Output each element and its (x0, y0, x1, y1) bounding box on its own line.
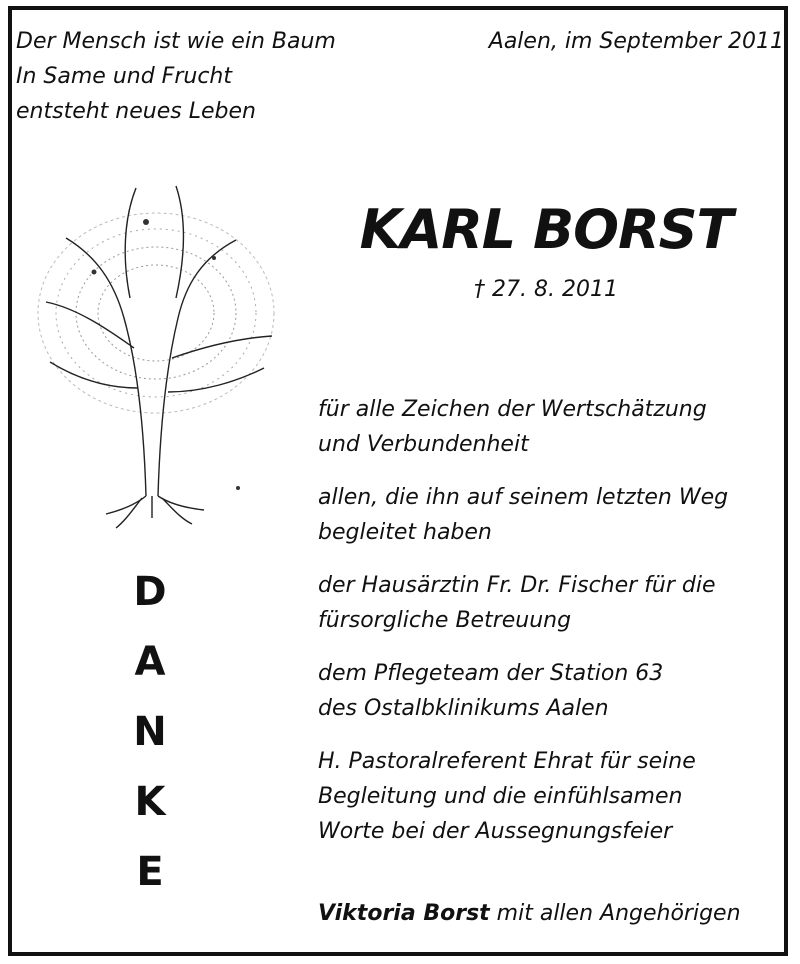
thanks-line: Begleitung und die einfühlsamen (318, 784, 683, 809)
thanks-item (318, 744, 768, 849)
danke-letter: D (133, 569, 167, 615)
motto-line: In Same und Frucht (16, 64, 232, 89)
signature (318, 896, 741, 931)
thanks-list (318, 392, 768, 867)
tree-illustration (26, 178, 286, 538)
thanks-item (318, 392, 768, 462)
thanks-line: und Verbundenheit (318, 432, 529, 457)
thanks-line: fürsorgliche Betreuung (318, 608, 572, 633)
thanks-line: allen, die ihn auf seinem letzten Weg (318, 485, 729, 510)
place-date: Aalen, im September 2011 (488, 29, 784, 54)
thanks-line: begleitet haben (318, 520, 492, 545)
danke-vertical (120, 566, 180, 916)
death-date: † 27. 8. 2011 (474, 277, 618, 302)
thanks-item (318, 568, 768, 638)
thanks-line: des Ostalbklinikums Aalen (318, 696, 609, 721)
danke-letter: A (134, 639, 166, 685)
thanks-line: dem Pflegeteam der Station 63 (318, 661, 664, 686)
thanks-line: der Hausärztin Fr. Dr. Fischer für die (318, 573, 716, 598)
deceased-name: KARL BORST (359, 198, 733, 261)
danke-letter: N (133, 709, 167, 755)
motto-line: Der Mensch ist wie ein Baum (16, 29, 336, 54)
motto-line: entsteht neues Leben (16, 99, 256, 124)
danke-letter: E (136, 849, 164, 895)
thanks-item (318, 656, 768, 726)
signature-name: Viktoria Borst (318, 901, 490, 926)
danke-letter: K (134, 779, 166, 825)
signature-rest: mit allen Angehörigen (489, 901, 741, 926)
thanks-line: H. Pastoralreferent Ehrat für seine (318, 749, 696, 774)
thanks-item (318, 480, 768, 550)
thanks-line: für alle Zeichen der Wertschätzung (318, 397, 707, 422)
thanks-line: Worte bei der Aussegnungsfeier (318, 819, 673, 844)
motto (16, 24, 336, 129)
